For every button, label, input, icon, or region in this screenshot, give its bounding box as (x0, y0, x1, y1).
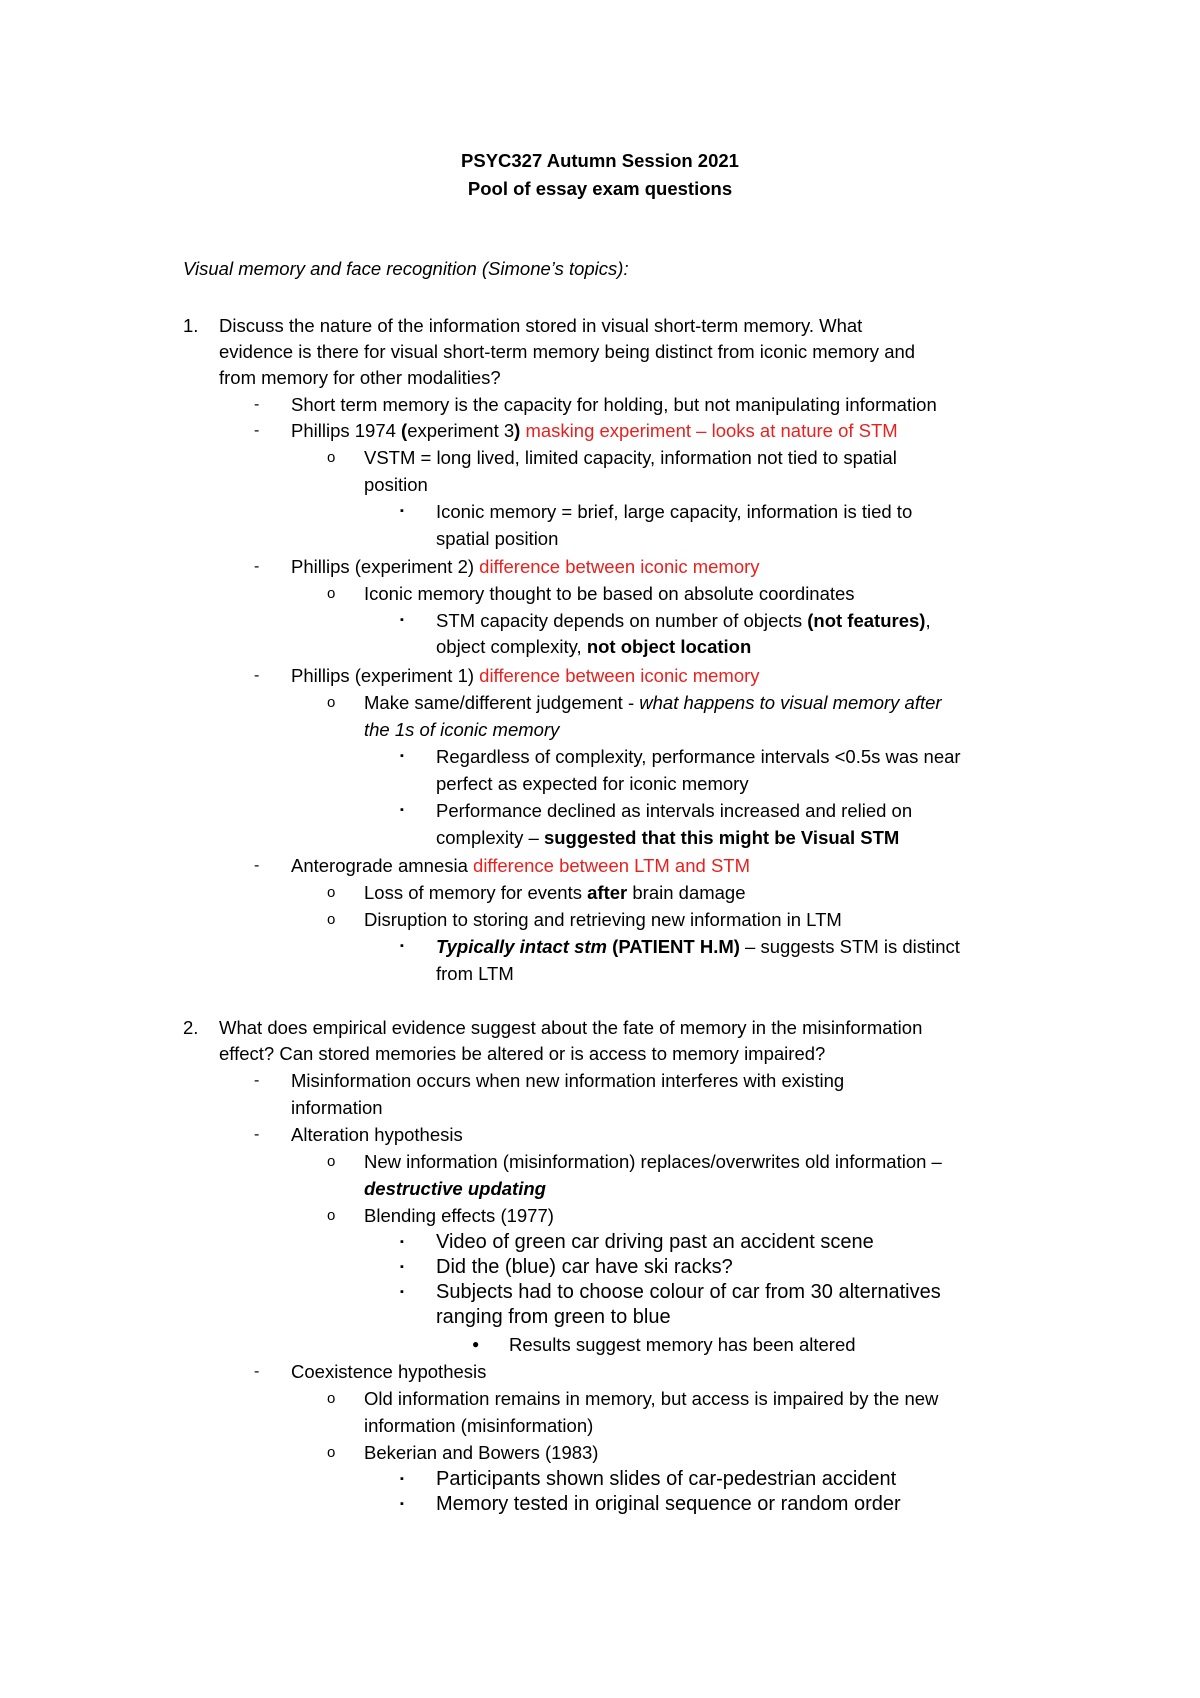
circle-marker: o (327, 1390, 336, 1407)
list-item-continuation: complexity – suggested that this might be Visual STM (436, 827, 900, 848)
square-marker: ▪ (400, 505, 404, 517)
list-item-continuation: the 1s of iconic memory (364, 719, 560, 740)
list-item-continuation: object complexity, not object location (436, 636, 752, 657)
list-item-continuation: information (misinformation) (364, 1415, 594, 1436)
square-marker: ▪ (400, 1498, 404, 1510)
highlight-note: masking experiment – looks at nature of STM (520, 420, 898, 441)
list-item-continuation: position (364, 474, 428, 495)
dash-marker: - (254, 1072, 260, 1089)
circle-marker: o (327, 694, 336, 711)
square-marker: ▪ (400, 1236, 404, 1248)
dash-marker: - (254, 396, 260, 413)
list-item-continuation: from LTM (436, 963, 514, 984)
list-item: Misinformation occurs when new information interferes with existing (291, 1070, 845, 1091)
highlight-note: difference between iconic memory (474, 665, 760, 686)
circle-marker: o (327, 449, 336, 466)
list-item-continuation: information (291, 1097, 383, 1118)
question-text-line: evidence is there for visual short-term memory being distinct from iconic memory and (219, 341, 916, 362)
list-item-continuation: ranging from green to blue (436, 1306, 671, 1328)
question-number: 2. (183, 1017, 199, 1038)
list-item: Participants shown slides of car-pedestrian accident (436, 1468, 897, 1490)
list-item: Make same/different judgement - what happens to visual memory after (364, 692, 942, 713)
list-item: Did the (blue) car have ski racks? (436, 1256, 733, 1278)
list-item: Results suggest memory has been altered (509, 1334, 856, 1355)
question-text-line: What does empirical evidence suggest about the fate of memory in the misinformation (219, 1017, 923, 1038)
list-item: Memory tested in original sequence or random order (436, 1493, 901, 1515)
list-item: Phillips (experiment 2) difference between iconic memory (291, 556, 760, 577)
square-marker: ▪ (400, 804, 404, 816)
list-item: Iconic memory = brief, large capacity, information is tied to (436, 501, 913, 522)
list-item: Subjects had to choose colour of car from 30 alternatives (436, 1281, 941, 1303)
list-item: Coexistence hypothesis (291, 1361, 487, 1382)
circle-marker: o (327, 911, 336, 928)
circle-marker: o (327, 1444, 336, 1461)
question-text-line: effect? Can stored memories be altered or is access to memory impaired? (219, 1043, 826, 1064)
document-title: PSYC327 Autumn Session 2021 (461, 150, 739, 171)
document-subtitle: Pool of essay exam questions (467, 178, 733, 199)
question-text-line: Discuss the nature of the information stored in visual short-term memory. What (219, 315, 863, 336)
circle-marker: o (327, 1153, 336, 1170)
list-item-continuation: destructive updating (364, 1178, 546, 1199)
list-item: Phillips 1974 (experiment 3) masking experiment – looks at nature of STM (291, 420, 898, 441)
list-item-continuation: spatial position (436, 528, 559, 549)
question-number: 1. (183, 315, 199, 336)
square-marker: ▪ (400, 750, 404, 762)
question-text-line: from memory for other modalities? (219, 367, 501, 388)
square-marker: ▪ (400, 1286, 404, 1298)
document-header (0, 147, 1200, 203)
bullet-marker: ● (472, 1337, 480, 1351)
highlight-note: difference between iconic memory (474, 556, 760, 577)
list-item: Bekerian and Bowers (1983) (364, 1442, 599, 1463)
square-marker: ▪ (400, 1473, 404, 1485)
square-marker: ▪ (400, 940, 404, 952)
list-item: Disruption to storing and retrieving new information in LTM (364, 909, 842, 930)
dash-marker: - (254, 1363, 260, 1380)
circle-marker: o (327, 585, 336, 602)
list-item: Alteration hypothesis (291, 1124, 463, 1145)
list-item: VSTM = long lived, limited capacity, information not tied to spatial (364, 447, 897, 468)
list-item: Typically intact stm (PATIENT H.M) – suggests STM is distinct (436, 936, 960, 957)
dash-marker: - (254, 1126, 260, 1143)
list-item: Anterograde amnesia difference between LTM and STM (291, 855, 750, 876)
list-item: Video of green car driving past an accident scene (436, 1231, 874, 1253)
circle-marker: o (327, 1207, 336, 1224)
list-item: Blending effects (1977) (364, 1205, 554, 1226)
list-item: Short term memory is the capacity for holding, but not manipulating information (291, 394, 937, 415)
list-item: Loss of memory for events after brain damage (364, 882, 746, 903)
dash-marker: - (254, 422, 260, 439)
list-item: Phillips (experiment 1) difference between iconic memory (291, 665, 760, 686)
list-item: STM capacity depends on number of objects (not features), (436, 610, 931, 631)
dash-marker: - (254, 857, 260, 874)
square-marker: ▪ (400, 614, 404, 626)
dash-marker: - (254, 667, 260, 684)
list-item-continuation: perfect as expected for iconic memory (436, 773, 749, 794)
list-item: Performance declined as intervals increased and relied on (436, 800, 913, 821)
list-item: Regardless of complexity, performance intervals <0.5s was near (436, 746, 961, 767)
circle-marker: o (327, 884, 336, 901)
section-heading: Visual memory and face recognition (Simone’s topics): (183, 258, 629, 279)
list-item: Iconic memory thought to be based on absolute coordinates (364, 583, 855, 604)
list-item: New information (misinformation) replaces/overwrites old information – (364, 1151, 942, 1172)
dash-marker: - (254, 558, 260, 575)
list-item: Old information remains in memory, but access is impaired by the new (364, 1388, 939, 1409)
square-marker: ▪ (400, 1261, 404, 1273)
highlight-note: difference between LTM and STM (467, 855, 750, 876)
